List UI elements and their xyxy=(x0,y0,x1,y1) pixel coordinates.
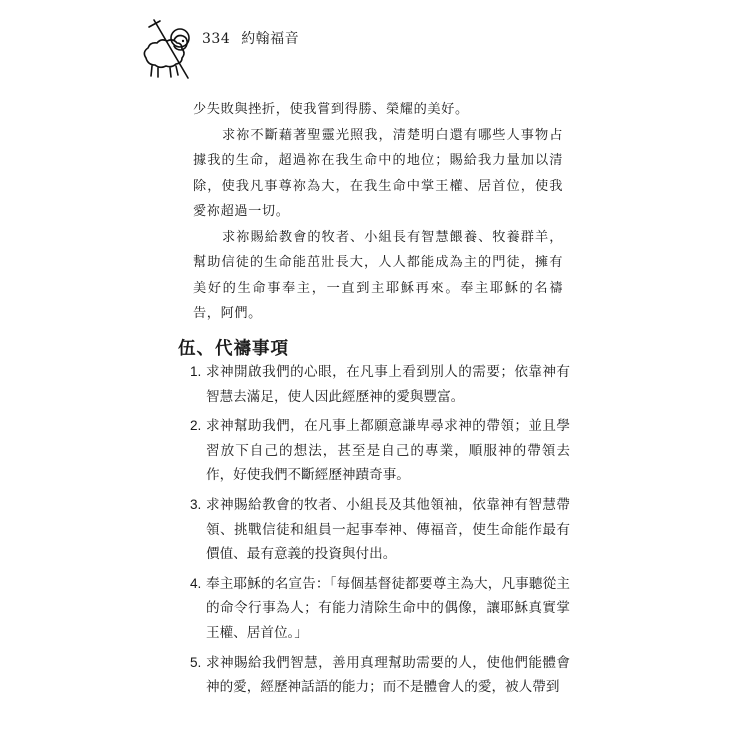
list-item xyxy=(190,572,570,646)
item-number: 4. xyxy=(190,575,202,591)
item-number: 3. xyxy=(190,496,202,512)
prayer-paragraph: 求祢不斷藉著聖靈光照我，清楚明白還有哪些人事物占據我的生命，超過祢在我生命中的地位；賜給我力量加以清除，使我凡事尊祢為大，在我生命中掌王權、居首位，使我愛祢超過一切。 xyxy=(193,127,563,219)
prayer-text xyxy=(193,97,563,327)
item-text: 求神幫助我們，在凡事上都願意謙卑尋求神的帶領；並且學習放下自己的想法，甚至是自己的專業，順服神的帶領去作，好使我們不斷經歷神蹟奇事。 xyxy=(206,418,570,483)
prayer-paragraph: 求祢賜給教會的牧者、小組長有智慧餵養、牧養群羊，幫助信徒的生命能茁壯長大，人人都能成為主的門徒，擁有美好的生命事奉主，一直到主耶穌再來。奉主耶穌的名禱告，阿們。 xyxy=(193,229,563,321)
item-number: 1. xyxy=(190,364,202,379)
section-title: 伍、代禱事項 xyxy=(178,339,289,359)
prayer-paragraph: 少失敗與挫折，使我嘗到得勝、榮耀的美好。 xyxy=(193,102,469,117)
page-number: 334 xyxy=(202,31,231,47)
item-text: 求神開啟我們的心眼，在凡事上看到別人的需要；依靠神有智慧去滿足，使人因此經歷神的愛與豐富。 xyxy=(206,364,570,404)
item-text: 求神賜給教會的牧者、小組長及其他領袖，依靠神有智慧帶領、挑戰信徒和組員一起事奉神、傳福音，使生命能作最有價值、最有意義的投資與付出。 xyxy=(206,496,570,562)
list-item xyxy=(190,414,570,488)
item-text: 奉主耶穌的名宣告：「每個基督徒都要尊主為大，凡事聽從主的命令行事為人；有能力清除生命中的偶像，讓耶穌真實掌王權、居首位。」 xyxy=(206,575,570,640)
item-number: 2. xyxy=(190,418,202,434)
page-header xyxy=(138,18,558,80)
running-head xyxy=(202,28,299,48)
book-title: 約翰福音 xyxy=(241,31,300,47)
item-number: 5. xyxy=(190,654,202,670)
lamb-with-cross-icon xyxy=(138,18,196,80)
list-item xyxy=(190,493,570,567)
list-item xyxy=(190,651,570,700)
intercession-list xyxy=(190,360,570,700)
item-text: 求神賜給我們智慧，善用真理幫助需要的人，使他們能體會神的愛，經歷神話語的能力；而不是體會人的愛，被人帶到 xyxy=(206,654,570,695)
list-item xyxy=(190,360,570,409)
